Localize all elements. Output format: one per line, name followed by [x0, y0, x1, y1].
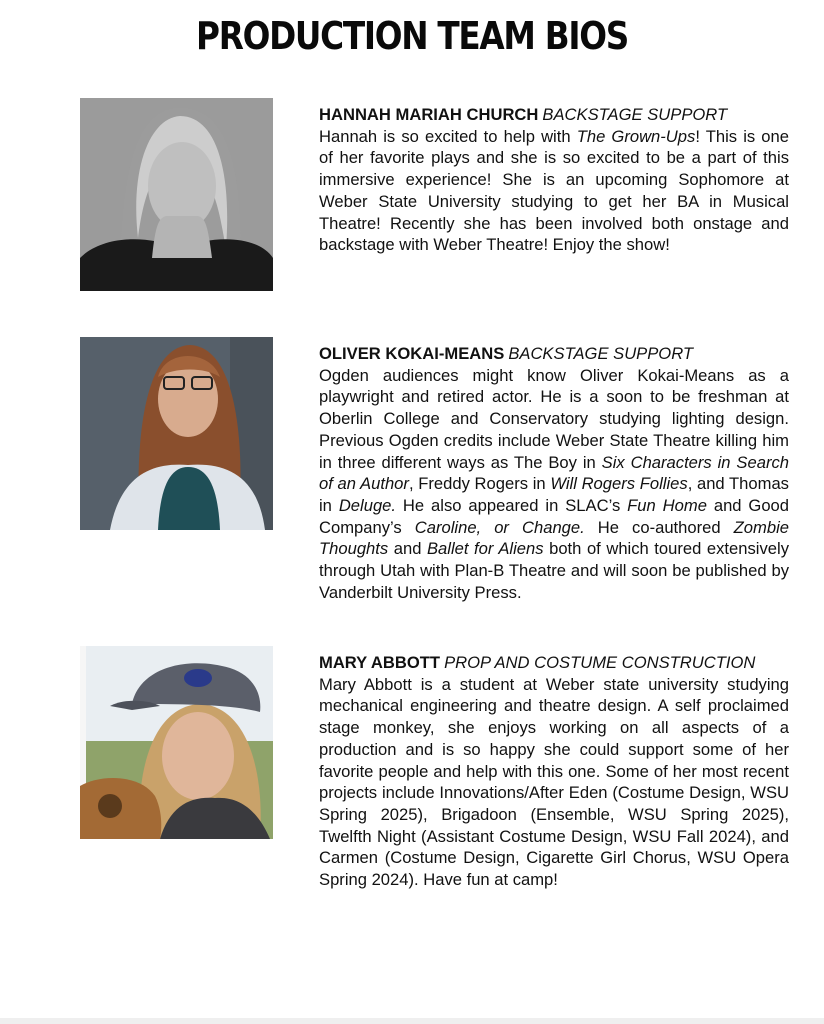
italic-title: Ballet for Aliens	[426, 539, 544, 559]
italic-title: Fun Home	[627, 495, 707, 515]
text-run: and	[388, 539, 427, 559]
bio-photo-oliver	[80, 337, 273, 530]
bio-name: OLIVER KOKAI-MEANS	[319, 344, 505, 363]
bio-role: PROP AND COSTUME CONSTRUCTION	[444, 653, 756, 672]
text-run: and Good Company’s	[319, 495, 790, 537]
portrait-photo-icon	[80, 646, 273, 839]
italic-title: Zombie Thoughts	[319, 517, 790, 559]
text-run: Hannah is so excited to help with	[319, 126, 577, 146]
bio-role: BACKSTAGE SUPPORT	[508, 344, 694, 363]
text-run: , Freddy Rogers in	[408, 474, 551, 494]
bio-name: MARY ABBOTT	[319, 653, 441, 672]
bio-role: BACKSTAGE SUPPORT	[542, 105, 728, 124]
bio-heading	[319, 104, 789, 126]
bio-name: HANNAH MARIAH CHURCH	[319, 105, 539, 124]
bio-entry	[319, 343, 789, 603]
italic-title: The Grown-Ups	[576, 126, 696, 146]
text-run: both of which toured extensively through Utah with Plan-B Theatre and will soon be published by Vanderbilt University Press.	[319, 539, 789, 602]
italic-title: Caroline, or Change.	[414, 517, 585, 537]
text-run: ! This is one of her favorite plays and she is so excited to be a part of this immersive experience! She is an upcoming Sophomore at Weber State University studying to get her BA in Musical Theatre! Recently she has been involved both onstage and backstage with Weber Theatre! Enjoy the show!	[319, 126, 789, 255]
text-run: He co-authored	[584, 517, 734, 537]
bio-entry	[319, 104, 789, 256]
bio-text	[319, 126, 789, 256]
text-run: , and Thomas in	[319, 474, 789, 515]
bio-heading	[319, 343, 789, 365]
bio-entry	[319, 652, 789, 891]
italic-title: Deluge.	[338, 495, 397, 515]
bio-photo-mary	[80, 646, 273, 839]
italic-title: Will Rogers Follies	[550, 474, 688, 494]
portrait-photo-icon	[80, 98, 273, 291]
text-run: Mary Abbott is a student at Weber state university studying mechanical engineering and theatre design. A self proclaimed stage monkey, she enjoys working on all aspects of a production and is so happy she could support some of her favorite people and help with this one. Some of her most recent projects include Innovations/After Eden (Costume Design, WSU Spring 2025), Brigadoon (Ensemble, WSU Spring 2025), Twelfth Night (Assistant Costume Design, WSU Fall 2024), and Carmen (Costume Design, Cigarette Girl Chorus, WSU Opera Spring 2024). Have fun at camp!	[319, 674, 789, 890]
bio-text	[319, 674, 789, 891]
italic-title: Six Characters in Search of an Author	[319, 452, 789, 494]
text-run: He also appeared in SLAC’s	[396, 495, 628, 515]
bio-photo-hannah	[80, 98, 273, 291]
portrait-photo-icon	[80, 337, 273, 530]
bio-heading	[319, 652, 789, 674]
page-edge	[0, 1018, 824, 1024]
text-run: Ogden audiences might know Oliver Kokai-Means as a playwright and retired actor. He is a soon to be freshman at Oberlin College and Conservatory studying lighting design. Previous Ogden credits include Weber State Theatre killing him in three different ways as The Boy in	[319, 365, 789, 472]
bio-text	[319, 365, 789, 604]
page-title: PRODUCTION TEAM BIOS	[196, 14, 628, 58]
